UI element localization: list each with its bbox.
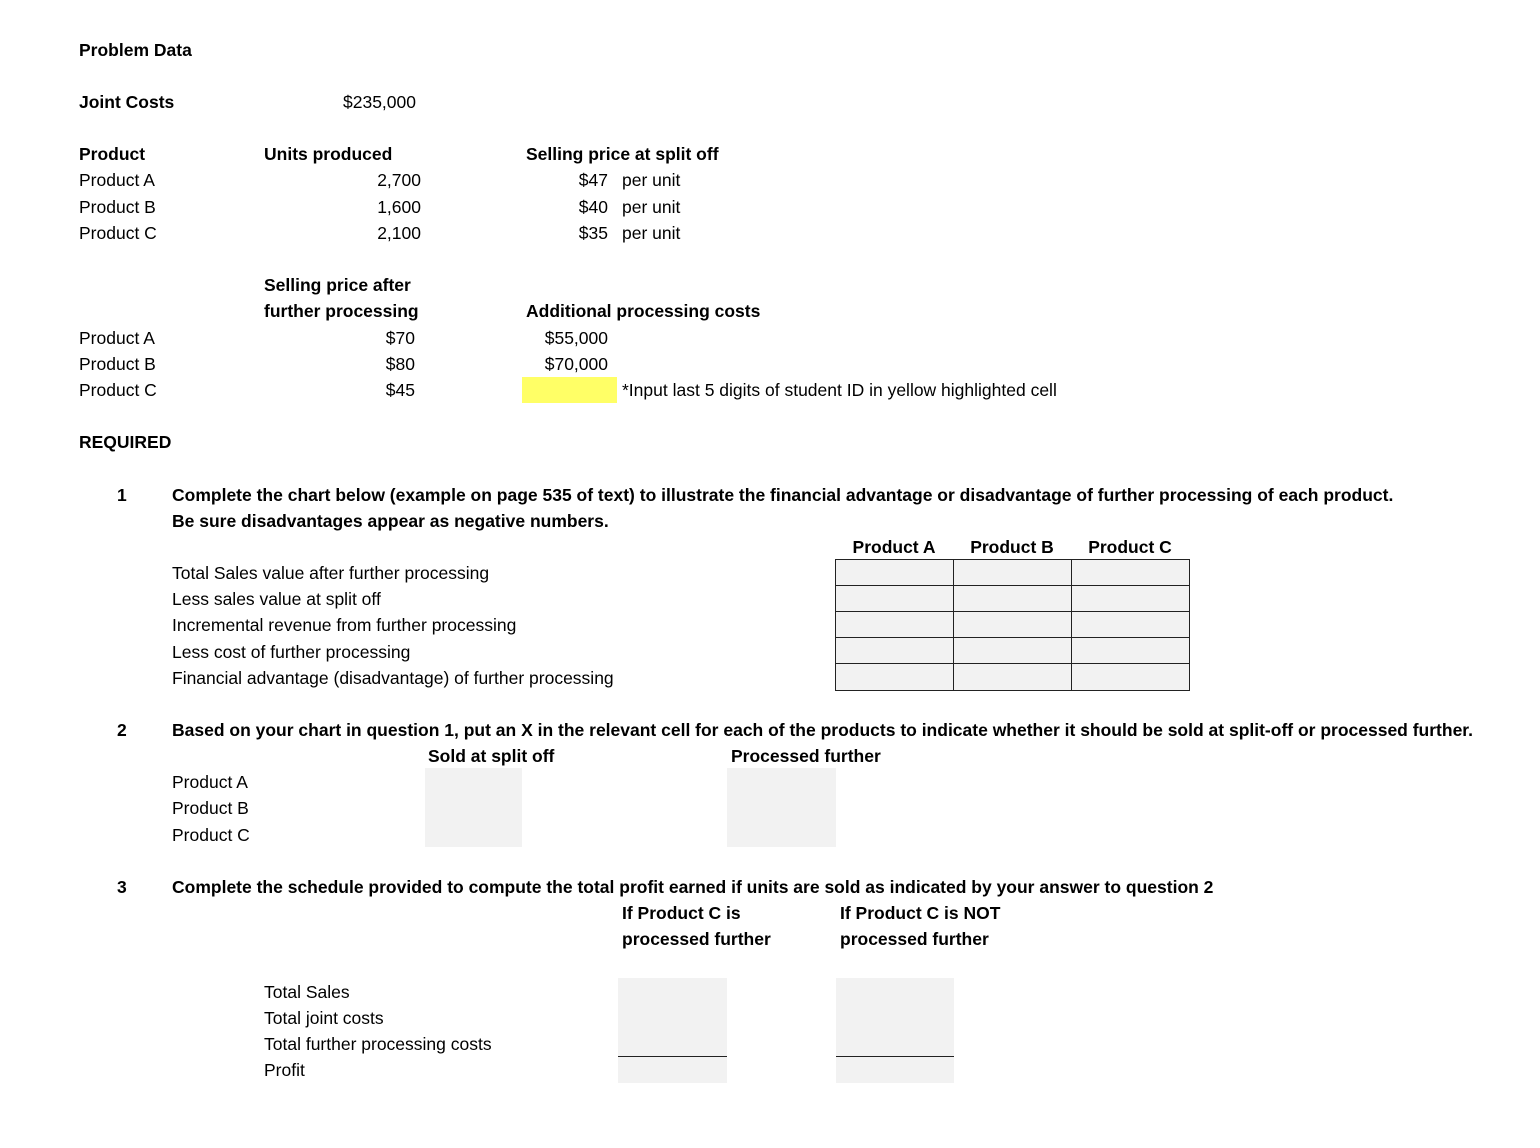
q2-col-processed: Processed further: [731, 746, 881, 766]
q2-cell-a-sold[interactable]: [425, 768, 522, 794]
q1-cell-a-split-value[interactable]: [835, 585, 954, 612]
split-row-price: $40: [578, 197, 608, 217]
header-additional-costs: Additional processing costs: [526, 301, 761, 321]
q3-col1-further-costs[interactable]: [618, 1030, 727, 1056]
further-row-price: $80: [385, 354, 415, 374]
q3-row-label: Total Sales: [264, 982, 350, 1002]
split-row-units: 1,600: [377, 197, 421, 217]
q1-cell-b-cost[interactable]: [953, 637, 1072, 664]
split-row-unit: per unit: [622, 170, 681, 190]
split-row-product: Product A: [79, 170, 155, 190]
q3-col2-joint-costs[interactable]: [836, 1004, 954, 1030]
header-further-price-line2: further processing: [264, 301, 419, 321]
split-row-unit: per unit: [622, 197, 681, 217]
header-further-price-line1: Selling price after: [264, 275, 411, 295]
q1-col-product-b: Product B: [970, 537, 1054, 557]
q3-col1-subtotal-rule: [618, 1056, 727, 1057]
page-title: Problem Data: [79, 40, 192, 60]
q2-row-label: Product A: [172, 772, 248, 792]
q1-cell-a-incremental[interactable]: [835, 611, 954, 638]
q3-col2-further-costs[interactable]: [836, 1030, 954, 1056]
joint-costs-label: Joint Costs: [79, 92, 175, 112]
q1-cell-a-total-sales[interactable]: [835, 559, 954, 586]
further-row-cost: $70,000: [544, 354, 608, 374]
q1-cell-b-total-sales[interactable]: [953, 559, 1072, 586]
joint-costs-value: $235,000: [343, 92, 416, 112]
q3-row-label: Total joint costs: [264, 1008, 384, 1028]
q2-cell-b-sold[interactable]: [425, 794, 522, 820]
q3-col1-line2: processed further: [622, 929, 771, 949]
q1-cell-b-split-value[interactable]: [953, 585, 1072, 612]
further-row-product: Product C: [79, 380, 157, 400]
q2-cell-c-sold[interactable]: [425, 820, 522, 847]
q3-number: 3: [117, 877, 127, 897]
further-row-product: Product A: [79, 328, 155, 348]
input-note: *Input last 5 digits of student ID in yellow highlighted cell: [622, 380, 1057, 400]
q1-cell-c-incremental[interactable]: [1071, 611, 1190, 638]
q1-row-label: Incremental revenue from further processing: [172, 615, 517, 635]
split-row-units: 2,100: [377, 223, 421, 243]
q3-row-label: Profit: [264, 1060, 305, 1080]
q1-cell-a-advantage[interactable]: [835, 663, 954, 691]
split-row-units: 2,700: [377, 170, 421, 190]
q2-cell-c-processed[interactable]: [727, 820, 836, 847]
q1-number: 1: [117, 485, 127, 505]
q1-cell-c-cost[interactable]: [1071, 637, 1190, 664]
q3-col1-profit[interactable]: [618, 1057, 727, 1083]
q3-col1-joint-costs[interactable]: [618, 1004, 727, 1030]
q2-instruction: Based on your chart in question 1, put an X in the relevant cell for each of the products to indicate whether it should be sold at split-off or processed further.: [172, 720, 1474, 740]
q3-col2-line2: processed further: [840, 929, 989, 949]
q3-row-label: Total further processing costs: [264, 1034, 492, 1054]
q1-instruction-line1: Complete the chart below (example on page 535 of text) to illustrate the financial advantage or disadvantage of further processing of each product.: [172, 485, 1394, 505]
further-row-price: $70: [385, 328, 415, 348]
further-row-cost: $55,000: [544, 328, 608, 348]
q3-col2-profit[interactable]: [836, 1057, 954, 1083]
q1-row-label: Less sales value at split off: [172, 589, 381, 609]
q1-cell-a-cost[interactable]: [835, 637, 954, 664]
q1-row-label: Financial advantage (disadvantage) of further processing: [172, 668, 614, 688]
further-row-price: $45: [385, 380, 415, 400]
split-row-product: Product B: [79, 197, 156, 217]
split-row-product: Product C: [79, 223, 157, 243]
q2-cell-a-processed[interactable]: [727, 768, 836, 794]
q3-col2-subtotal-rule: [836, 1056, 954, 1057]
required-heading: REQUIRED: [79, 432, 172, 452]
q3-col2-total-sales[interactable]: [836, 978, 954, 1004]
q1-row-label: Total Sales value after further processing: [172, 563, 490, 583]
further-row-product: Product B: [79, 354, 156, 374]
header-selling-price-split: Selling price at split off: [526, 144, 719, 164]
q1-cell-c-total-sales[interactable]: [1071, 559, 1190, 586]
q2-cell-b-processed[interactable]: [727, 794, 836, 820]
q1-col-product-a: Product A: [852, 537, 936, 557]
q1-col-product-c: Product C: [1088, 537, 1172, 557]
header-product: Product: [79, 144, 146, 164]
q1-cell-c-advantage[interactable]: [1071, 663, 1190, 691]
student-id-input-cell[interactable]: [522, 377, 617, 403]
split-row-price: $35: [578, 223, 608, 243]
header-units-produced: Units produced: [264, 144, 393, 164]
q3-instruction: Complete the schedule provided to compute the total profit earned if units are sold as indicated by your answer to question 2: [172, 877, 1214, 897]
split-row-unit: per unit: [622, 223, 681, 243]
q1-cell-c-split-value[interactable]: [1071, 585, 1190, 612]
q2-number: 2: [117, 720, 127, 740]
q1-row-label: Less cost of further processing: [172, 642, 411, 662]
q2-row-label: Product C: [172, 825, 250, 845]
q3-col1-line1: If Product C is: [622, 903, 741, 923]
q1-instruction-line2: Be sure disadvantages appear as negative numbers.: [172, 511, 609, 531]
q2-row-label: Product B: [172, 798, 249, 818]
split-row-price: $47: [578, 170, 608, 190]
q3-col2-line1: If Product C is NOT: [840, 903, 1001, 923]
q2-col-sold: Sold at split off: [428, 746, 555, 766]
q3-col1-total-sales[interactable]: [618, 978, 727, 1004]
q1-cell-b-incremental[interactable]: [953, 611, 1072, 638]
q1-cell-b-advantage[interactable]: [953, 663, 1072, 691]
